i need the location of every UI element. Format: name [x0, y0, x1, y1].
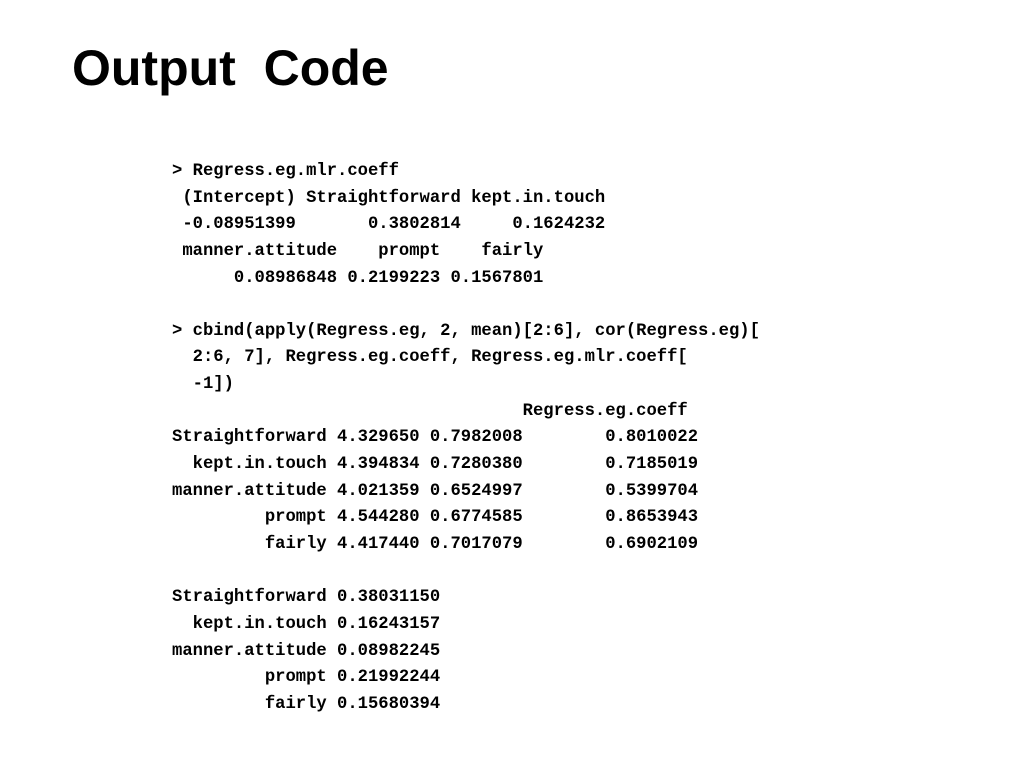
code-line-blank	[172, 559, 760, 586]
code-line-command-cbind: > cbind(apply(Regress.eg, 2, mean)[2:6], cor(Regress.eg)[	[172, 321, 760, 341]
code-line-blank	[172, 292, 760, 319]
code-line-coeff-values-1: -0.08951399 0.3802814 0.1624232	[172, 215, 606, 235]
code-line-table-row: kept.in.touch 4.394834 0.7280380 0.7185019	[172, 455, 699, 475]
code-line-table-header: Regress.eg.coeff	[172, 401, 688, 421]
code-output-block	[172, 159, 760, 718]
code-line-table-row: fairly 4.417440 0.7017079 0.6902109	[172, 534, 699, 554]
code-line-coeff-header-2: manner.attitude prompt fairly	[172, 241, 544, 261]
code-line-mlr-row: Straightforward 0.38031150	[172, 588, 441, 608]
code-line-coeff-values-2: 0.08986848 0.2199223 0.1567801	[172, 268, 544, 288]
slide-title: Output Code	[72, 40, 389, 96]
code-line-command-mlr-coeff: > Regress.eg.mlr.coeff	[172, 162, 399, 181]
code-line-table-row: prompt 4.544280 0.6774585 0.8653943	[172, 508, 699, 528]
code-line-mlr-row: kept.in.touch 0.16243157	[172, 614, 441, 634]
code-line-command-cbind-cont-1: 2:6, 7], Regress.eg.coeff, Regress.eg.mlr.coeff[	[172, 348, 688, 368]
code-line-table-row: Straightforward 4.329650 0.7982008 0.8010022	[172, 428, 699, 448]
code-line-mlr-row: prompt 0.21992244	[172, 668, 441, 688]
code-line-coeff-header-1: (Intercept) Straightforward kept.in.touch	[172, 188, 606, 208]
code-line-command-cbind-cont-2: -1])	[172, 375, 234, 395]
code-line-mlr-row: fairly 0.15680394	[172, 694, 441, 714]
code-line-mlr-row: manner.attitude 0.08982245	[172, 641, 441, 661]
code-line-table-row: manner.attitude 4.021359 0.6524997 0.5399704	[172, 481, 699, 501]
